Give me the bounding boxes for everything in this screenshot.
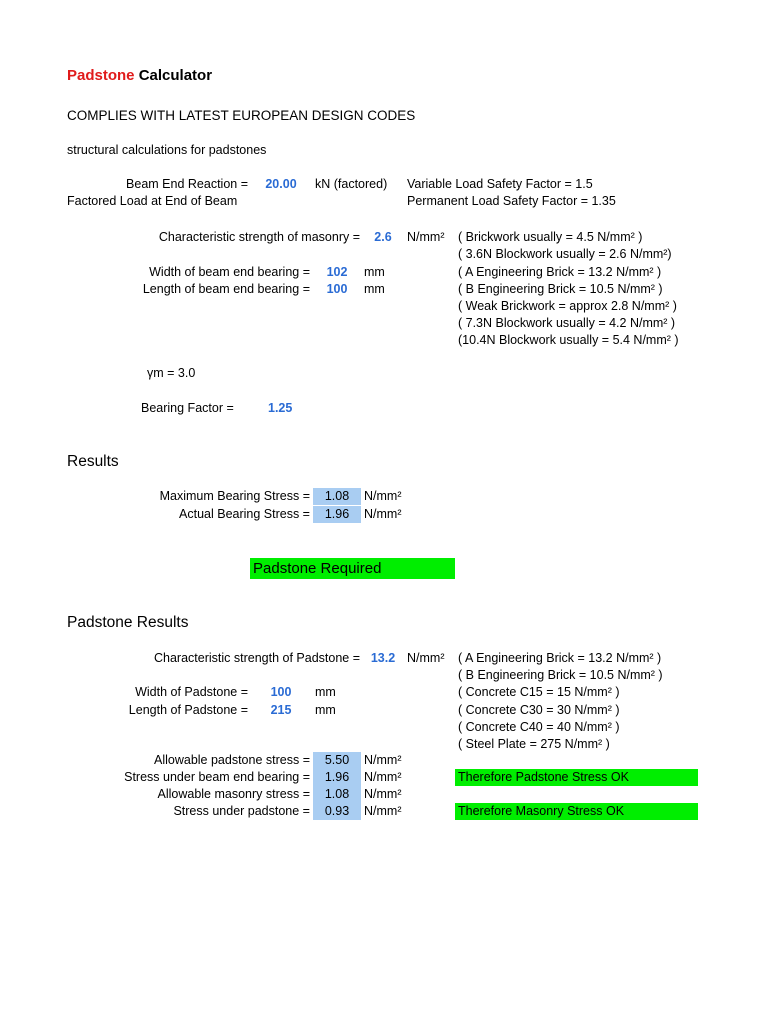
- allowable-padstone-stress-label: Allowable padstone stress =: [154, 753, 310, 767]
- padstone-strength-label: Characteristic strength of Padstone =: [153, 651, 360, 665]
- masonry-stress-ok-banner: Therefore Masonry Stress OK: [455, 803, 698, 820]
- actual-bearing-stress-label: Actual Bearing Stress =: [179, 507, 310, 521]
- subtitle: structural calculations for padstones: [67, 143, 267, 157]
- stress-under-beam-label: Stress under beam end bearing =: [124, 770, 310, 784]
- masonry-note: ( B Engineering Brick = 10.5 N/mm² ): [458, 282, 663, 296]
- allowable-padstone-stress-value: 5.50: [313, 752, 361, 769]
- padstone-length-unit: mm: [315, 703, 336, 717]
- masonry-note: ( 3.6N Blockwork usually = 2.6 N/mm²): [458, 247, 672, 261]
- bearing-factor-label: Bearing Factor =: [141, 401, 234, 415]
- actual-bearing-stress-unit: N/mm²: [364, 507, 402, 521]
- beam-end-reaction-label: Beam End Reaction =: [126, 177, 248, 191]
- masonry-note: ( A Engineering Brick = 13.2 N/mm² ): [458, 265, 662, 279]
- complies-heading: COMPLIES WITH LATEST EUROPEAN DESIGN CODES: [67, 108, 416, 123]
- padstone-width-value[interactable]: 100: [270, 685, 292, 699]
- padstone-strength-value[interactable]: 13.2: [370, 651, 396, 665]
- padstone-length-value[interactable]: 215: [270, 703, 292, 717]
- results-heading: Results: [67, 453, 119, 470]
- masonry-note: ( 7.3N Blockwork usually = 4.2 N/mm² ): [458, 316, 676, 330]
- beam-bearing-length-value[interactable]: 100: [326, 282, 348, 296]
- masonry-strength-unit: N/mm²: [407, 230, 445, 244]
- masonry-strength-label: Characteristic strength of masonry =: [158, 230, 360, 244]
- padstone-length-label: Length of Padstone =: [128, 703, 248, 717]
- padstone-required-banner: Padstone Required: [250, 558, 455, 579]
- title-rest: Calculator: [138, 67, 213, 84]
- max-bearing-stress-unit: N/mm²: [364, 489, 402, 503]
- masonry-note: (10.4N Blockwork usually = 5.4 N/mm² ): [458, 333, 679, 347]
- padstone-note: ( A Engineering Brick = 13.2 N/mm² ): [458, 651, 662, 665]
- padstone-width-label: Width of Padstone =: [135, 685, 248, 699]
- padstone-note: ( Concrete C40 = 40 N/mm² ): [458, 720, 620, 734]
- permanent-safety-factor: Permanent Load Safety Factor = 1.35: [407, 194, 616, 208]
- padstone-note: ( Concrete C30 = 30 N/mm² ): [458, 703, 620, 717]
- padstone-note: ( Concrete C15 = 15 N/mm² ): [458, 685, 620, 699]
- beam-bearing-length-unit: mm: [364, 282, 385, 296]
- stress-unit: N/mm²: [364, 787, 402, 801]
- beam-bearing-width-unit: mm: [364, 265, 385, 279]
- beam-end-reaction-unit: kN (factored): [315, 177, 388, 191]
- title-red-word: Padstone: [67, 67, 135, 84]
- beam-bearing-width-label: Width of beam end bearing =: [149, 265, 310, 279]
- allowable-masonry-stress-label: Allowable masonry stress =: [157, 787, 310, 801]
- beam-bearing-width-value[interactable]: 102: [326, 265, 348, 279]
- stress-unit: N/mm²: [364, 804, 402, 818]
- padstone-note: ( Steel Plate = 275 N/mm² ): [458, 737, 610, 751]
- max-bearing-stress-value: 1.08: [313, 488, 361, 505]
- padstone-note: ( B Engineering Brick = 10.5 N/mm² ): [458, 668, 663, 682]
- padstone-stress-ok-banner: Therefore Padstone Stress OK: [455, 769, 698, 786]
- page-title: [67, 66, 212, 86]
- beam-bearing-length-label: Length of beam end bearing =: [142, 282, 310, 296]
- gamma-m: γm = 3.0: [147, 366, 196, 380]
- padstone-strength-unit: N/mm²: [407, 651, 445, 665]
- masonry-note: ( Weak Brickwork = approx 2.8 N/mm² ): [458, 299, 677, 313]
- padstone-results-heading: Padstone Results: [67, 614, 189, 631]
- masonry-note: ( Brickwork usually = 4.5 N/mm² ): [458, 230, 643, 244]
- stress-unit: N/mm²: [364, 770, 402, 784]
- padstone-width-unit: mm: [315, 685, 336, 699]
- factored-load-label: Factored Load at End of Beam: [67, 194, 238, 208]
- allowable-masonry-stress-value: 1.08: [313, 786, 361, 803]
- masonry-strength-value[interactable]: 2.6: [374, 230, 392, 244]
- actual-bearing-stress-value: 1.96: [313, 506, 361, 523]
- stress-unit: N/mm²: [364, 753, 402, 767]
- beam-end-reaction-value[interactable]: 20.00: [265, 177, 297, 191]
- bearing-factor-value: 1.25: [268, 401, 293, 415]
- stress-under-beam-value: 1.96: [313, 769, 361, 786]
- variable-safety-factor: Variable Load Safety Factor = 1.5: [407, 177, 593, 191]
- stress-under-padstone-label: Stress under padstone =: [173, 804, 310, 818]
- max-bearing-stress-label: Maximum Bearing Stress =: [159, 489, 310, 503]
- stress-under-padstone-value: 0.93: [313, 803, 361, 820]
